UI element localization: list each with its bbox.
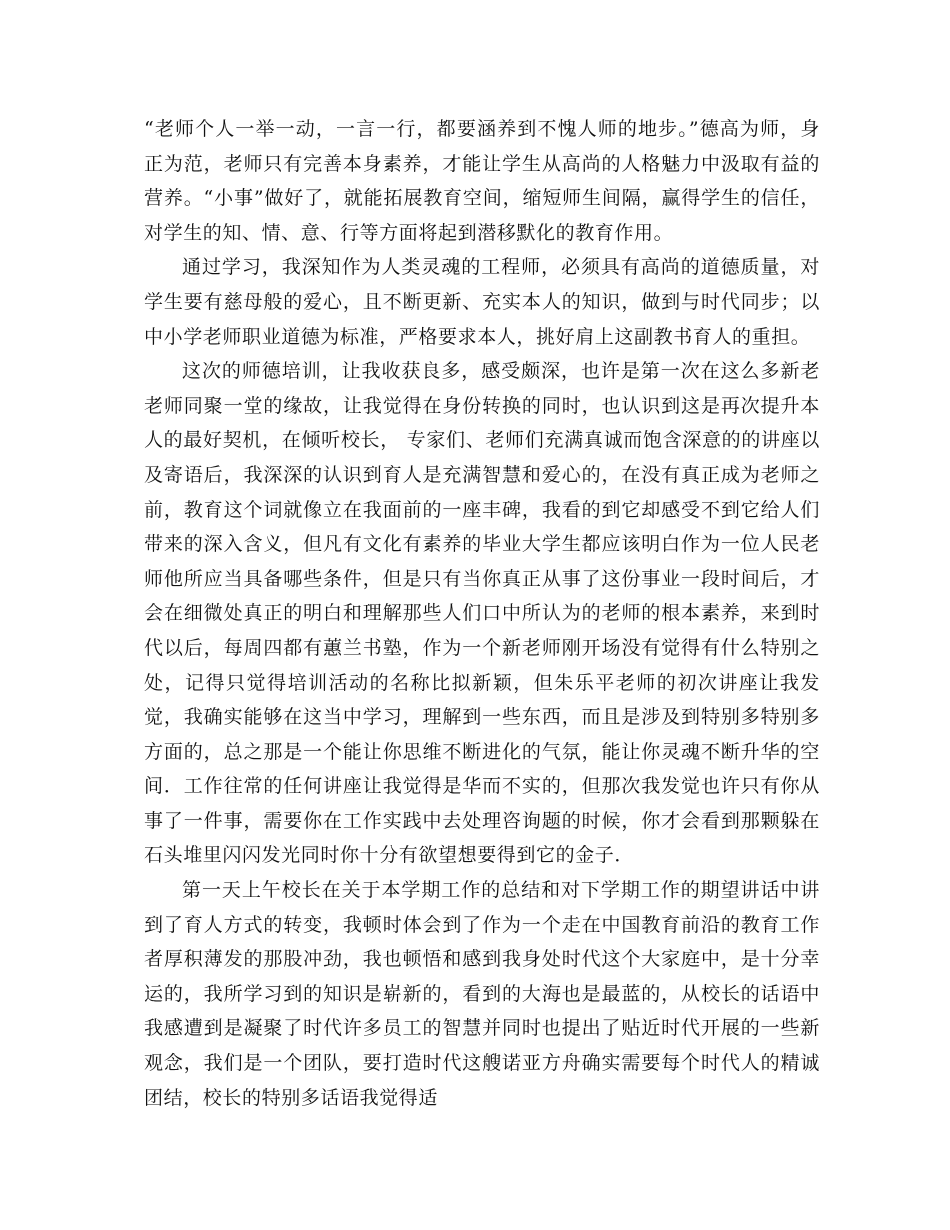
paragraph-1: “老师个人一举一动，一言一行，都要涵养到不愧人师的地步。”德高为师，身正为范，老师只有完善本身素养，才能让学生从高尚的人格魅力中汲取有益的营养。“小事”做好了，就能拓展教育空间，缩短师生间隔，赢得学生的信任，对学生的知、情、意、行等方面将起到潜移默化的教育作用。 [144,118,820,244]
paragraph-2: 通过学习，我深知作为人类灵魂的工程师，必须具有高尚的道德质量，对学生要有慈母般的爱心，且不断更新、充实本人的知识，做到与时代同步；以中小学老师职业道德为标准，严格要求本人，挑好肩上这副教书育人的重担。 [144,256,820,348]
paragraph-3: 这次的师德培训，让我收获良多，感受颇深，也许是第一次在这么多新老老师同聚一堂的缘故，让我觉得在身份转换的同时，也认识到这是再次提升本人的最好契机，在倾听校长， 专家们、老师们充满真诚而饱含深意的的讲座以及寄语后，我深深的认识到育人是充满智慧和爱心的，在没有真正成为老师之前，教育这个词就像立在我面前的一座丰碑，我看的到它却感受不到它给人们带来的深入含义，但凡有文化有素养的毕业大学生都应该明白作为一位人民老师他所应当具备哪些条件，但是只有当你真正从事了这份事业一段时间后，才会在细微处真正的明白和理解那些人们口中所认为的老师的根本素养，来到时代以后，每周四都有蕙兰书塾，作为一个新老师刚开场没有觉得有什么特别之处，记得只觉得培训活动的名称比拟新颖，但朱乐平老师的初次讲座让我发觉，我确实能够在这当中学习，理解到一些东西，而且是涉及到特别多特别多方面的，总之那是一个能让你思维不断进化的气氛，能让你灵魂不断升华的空间．工作往常的任何讲座让我觉得是华而不实的，但那次我发觉也许只有你从事了一件事，需要你在工作实践中去处理咨询题的时候，你才会看到那颗躲在石头堆里闪闪发光同时你十分有欲望想要得到它的金子． [144,360,820,867]
paragraph-4: 第一天上午校长在关于本学期工作的总结和对下学期工作的期望讲话中讲到了育人方式的转变，我顿时体会到了作为一个走在中国教育前沿的教育工作者厚积薄发的那股冲劲，我也顿悟和感到我身处时代这个大家庭中，是十分幸运的，我所学习到的知识是崭新的，看到的大海也是最蓝的，从校长的话语中我感遭到是凝聚了时代许多员工的智慧并同时也提出了贴近时代开展的一些新观念，我们是一个团队，要打造时代这艘诺亚方舟确实需要每个时代人的精诚团结，校长的特别多话语我觉得适 [144,879,820,1109]
document-body [144,112,820,1115]
